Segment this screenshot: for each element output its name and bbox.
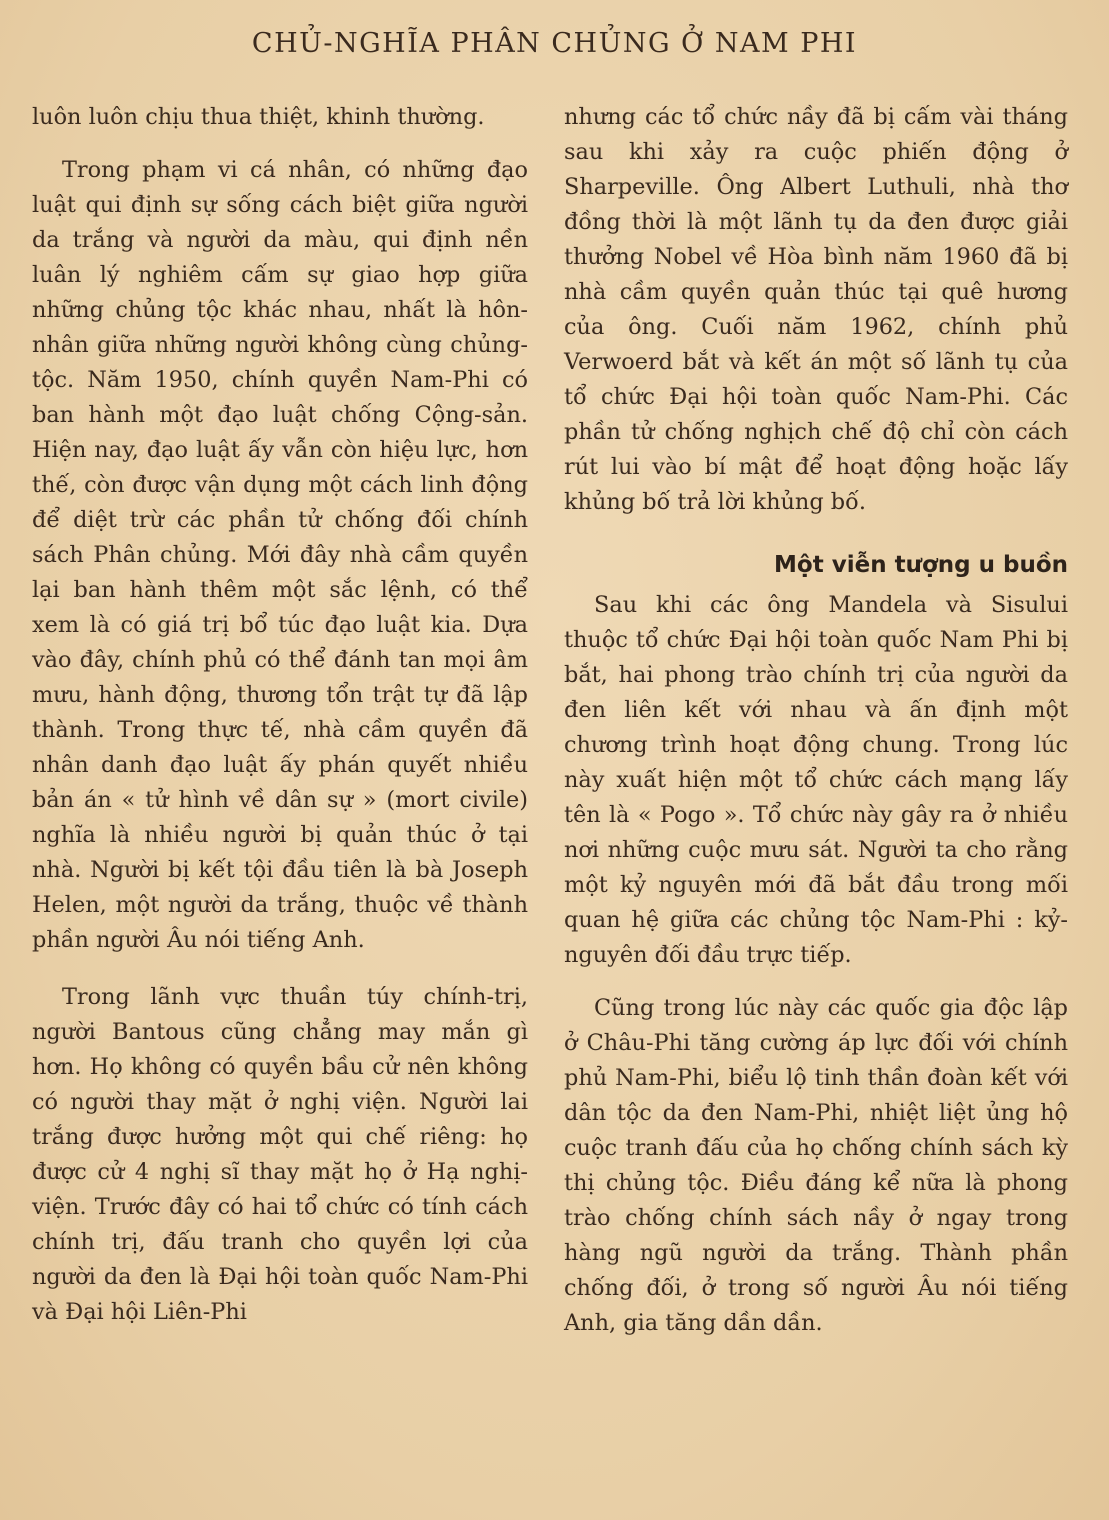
left-paragraph-personal-laws: Trong phạm vi cá nhân, có những đạo luật qui định sự sống cách biệt giữa người da trắng và người da màu, qui định nền luân lý nghiêm cấm sự giao hợp giữa những chủng tộc khác nhau, nhất là hôn-nhân giữa những người không cùng chủng-tộc. Năm 1950, chính quyền Nam-Phi có ban hành một đạo luật chống Cộng-sản. Hiện nay, đạo luật ấy vẫn còn hiệu lực, hơn thế, còn được vận dụng một cách linh động để diệt trừ các phần tử chống đối chính sách Phân chủng. Mới đây nhà cầm quyền lại ban hành thêm một sắc lệnh, có thể xem là có giá trị bổ túc đạo luật kia. Dựa vào đây, chính phủ có thể đánh tan mọi âm mưu, hành động, thương tổn trật tự đã lập thành. Trong thực tế, nhà cầm quyền đã nhân danh đạo luật ấy phán quyết nhiều bản án « tử hình về dân sự » (mort civile) nghĩa là nhiều người bị quản thúc ở tại nhà. Người bị kết tội đầu tiên là bà Joseph Helen, một người da trắng, thuộc về thành phần người Âu nói tiếng Anh.: [32, 157, 528, 953]
left-text-column: [32, 100, 528, 1330]
right-text-column: [564, 100, 1068, 1341]
left-paragraph-political: Trong lãnh vực thuần túy chính-trị, người Bantous cũng chẳng may mắn gì hơn. Họ không có quyền bầu cử nên không có người thay mặt ở nghị viện. Người lai trắng được hưởng một qui chế riêng: họ được cử 4 nghị sĩ thay mặt họ ở Hạ nghị-viện. Trước đây có hai tổ chức có tính cách chính trị, đấu tranh cho quyền lợi của người da đen là Đại hội toàn quốc Nam-Phi và Đại hội Liên-Phi: [32, 984, 528, 1325]
right-paragraph-african-states: Cũng trong lúc này các quốc gia độc lập ở Châu-Phi tăng cường áp lực đối với chính phủ Nam-Phi, biểu lộ tinh thần đoàn kết với dân tộc da đen Nam-Phi, nhiệt liệt ủng hộ cuộc tranh đấu của họ chống chính sách kỳ thị chủng tộc. Điều đáng kể nữa là phong trào chống chính sách nầy ở ngay trong hàng ngũ người da trắng. Thành phần chống đối, ở trong số người Âu nói tiếng Anh, gia tăng dần dần.: [564, 995, 1068, 1336]
right-paragraph-organizations: nhưng các tổ chức nầy đã bị cấm vài tháng sau khi xảy ra cuộc phiến động ở Sharpeville. Ông Albert Luthuli, nhà thơ đồng thời là một lãnh tụ da đen được giải thưởng Nobel về Hòa bình năm 1960 đã bị nhà cầm quyền quản thúc tại quê hương của ông. Cuối năm 1962, chính phủ Verwoerd bắt và kết án một số lãnh tụ của tổ chức Đại hội toàn quốc Nam-Phi. Các phần tử chống nghịch chế độ chỉ còn cách rút lui vào bí mật để hoạt động hoặc lấy khủng bố trả lời khủng bố.: [564, 104, 1068, 515]
section-subheading: Một viễn tượng u buồn: [774, 552, 1068, 578]
right-paragraph-pogo: Sau khi các ông Mandela và Sisului thuộc tổ chức Đại hội toàn quốc Nam Phi bị bắt, hai phong trào chính trị của người da đen liên kết với nhau và ấn định một chương trình hoạt động chung. Trong lúc này xuất hiện một tổ chức cách mạng lấy tên là « Pogo ». Tổ chức này gây ra ở nhiều nơi những cuộc mưu sát. Người ta cho rằng một kỷ nguyên mới đã bắt đầu trong mối quan hệ giữa các chủng tộc Nam-Phi : kỷ-nguyên đối đầu trực tiếp.: [564, 592, 1068, 968]
running-header-title: CHỦ-NGHĨA PHÂN CHỦNG Ở NAM PHI: [251, 28, 858, 59]
left-paragraph-continuation: luôn luôn chịu thua thiệt, khinh thường.: [32, 104, 485, 130]
